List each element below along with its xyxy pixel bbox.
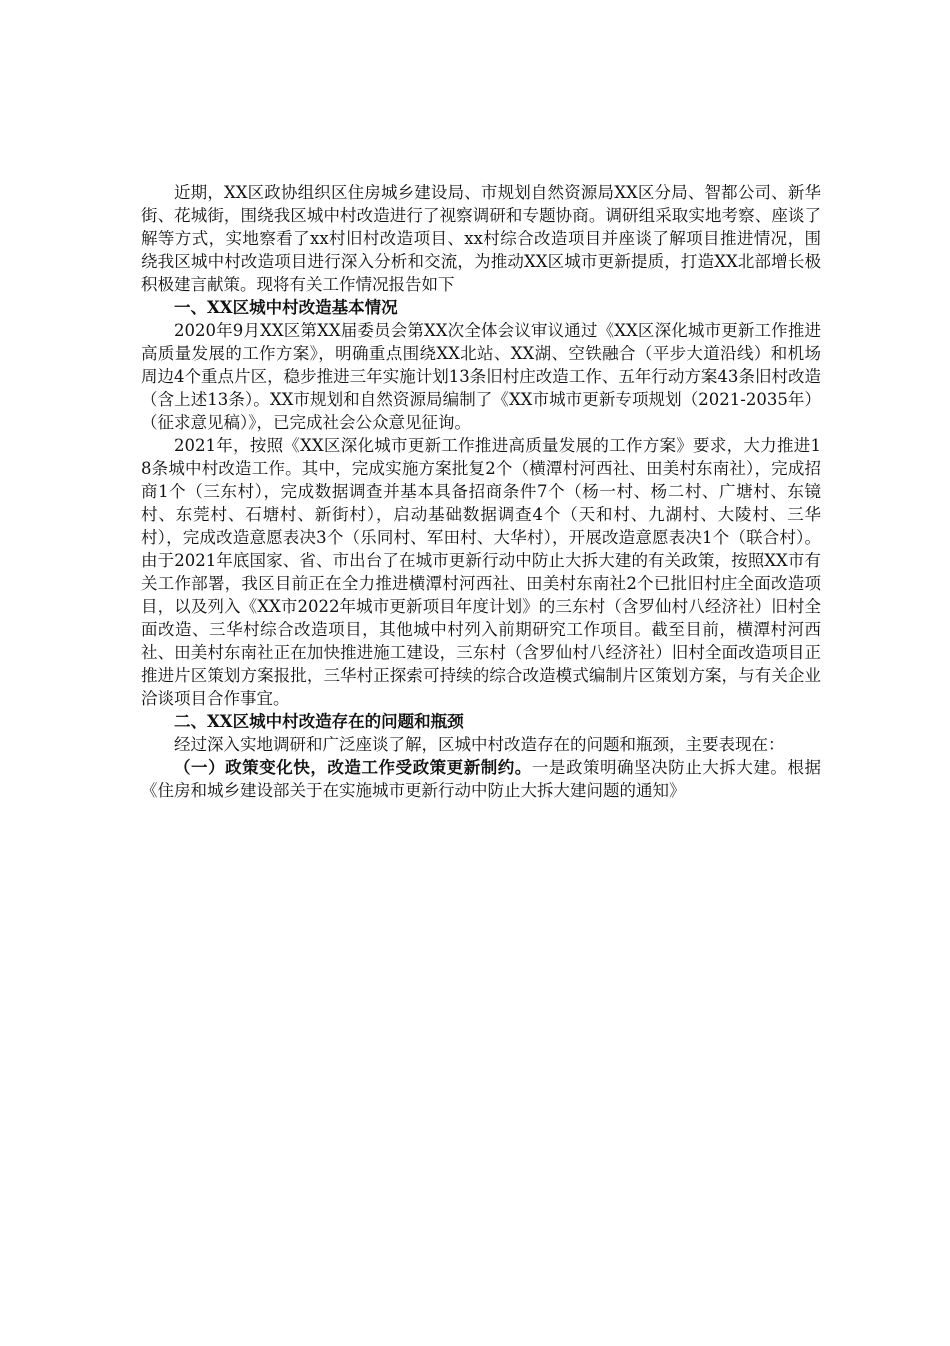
subsection-text: 一是政策明确坚决防止大拆大建。根据《住房和城乡建设部关于在实施城市更新行动中防止大拆大建问题的通知》 — [141, 758, 822, 800]
section-heading-2: 二、XX区城中村改造存在的问题和瓶颈 — [174, 712, 464, 731]
subsection-title: （一）政策变化快，改造工作受政策更新制约。 — [174, 758, 532, 777]
body-paragraph: 2020年9月XX区第XX届委员会第XX次全体会议审议通过《XX区深化城市更新工作推进高质量发展的工作方案》，明确重点围绕XX北站、XX湖、空铁融合（平步大道沿线）和机场周边4个重点片区，稳步推进三年实施计划13条旧村庄改造工作、五年行动方案43条旧村改造（含上述13条）。XX市规划和自然资源局编制了《XX市城市更新专项规划（2021-2035年）（征求意见稿）》，已完成社会公众意见征询。 — [141, 321, 821, 432]
body-paragraph: 经过深入实地调研和广泛座谈了解，区城中村改造存在的问题和瓶颈，主要表现在： — [174, 735, 785, 754]
subsection-paragraph — [141, 756, 821, 802]
body-paragraph: 2021年，按照《XX区深化城市更新工作推进高质量发展的工作方案》要求，大力推进18条城中村改造工作。其中，完成实施方案批复2个（横潭村河西社、田美村东南社），完成招商1个（三东村），完成数据调查并基本具备招商条件7个（杨一村、杨二村、广塘村、东镜村、东莞村、石塘村、新街村），启动基础数据调查4个（天和村、九湖村、大陵村、三华村），完成改造意愿表决3个（乐同村、军田村、大华村），开展改造意愿表决1个（联合村）。由于2021年底国家、省、市出台了在城市更新行动中防止大拆大建的有关政策，按照XX市有关工作部署，我区目前正在全力推进横潭村河西社、田美村东南社2个已批旧村庄全面改造项目，以及列入《XX市2022年城市更新项目年度计划》的三东村（含罗仙村八经济社）旧村全面改造、三华村综合改造项目，其他城中村列入前期研究工作项目。截至目前，横潭村河西社、田美村东南社正在加快推进施工建设，三东村（含罗仙村八经济社）旧村全面改造项目正推进片区策划方案报批，三华村正探索可持续的综合改造模式编制片区策划方案，与有关企业洽谈项目合作事宜。 — [141, 436, 821, 708]
intro-paragraph: 近期，XX区政协组织区住房城乡建设局、市规划自然资源局XX区分局、智都公司、新华街、花城街，围绕我区城中村改造进行了视察调研和专题协商。调研组采取实地考察、座谈了解等方式，实地察看了xx村旧村改造项目、xx村综合改造项目并座谈了解项目推进情况，围绕我区城中村改造项目进行深入分析和交流，为推动XX区城市更新提质，打造XX北部增长极积极建言献策。现将有关工作情况报告如下 — [141, 183, 821, 294]
document-body — [141, 181, 821, 802]
section-heading-1: 一、XX区城中村改造基本情况 — [174, 298, 398, 317]
